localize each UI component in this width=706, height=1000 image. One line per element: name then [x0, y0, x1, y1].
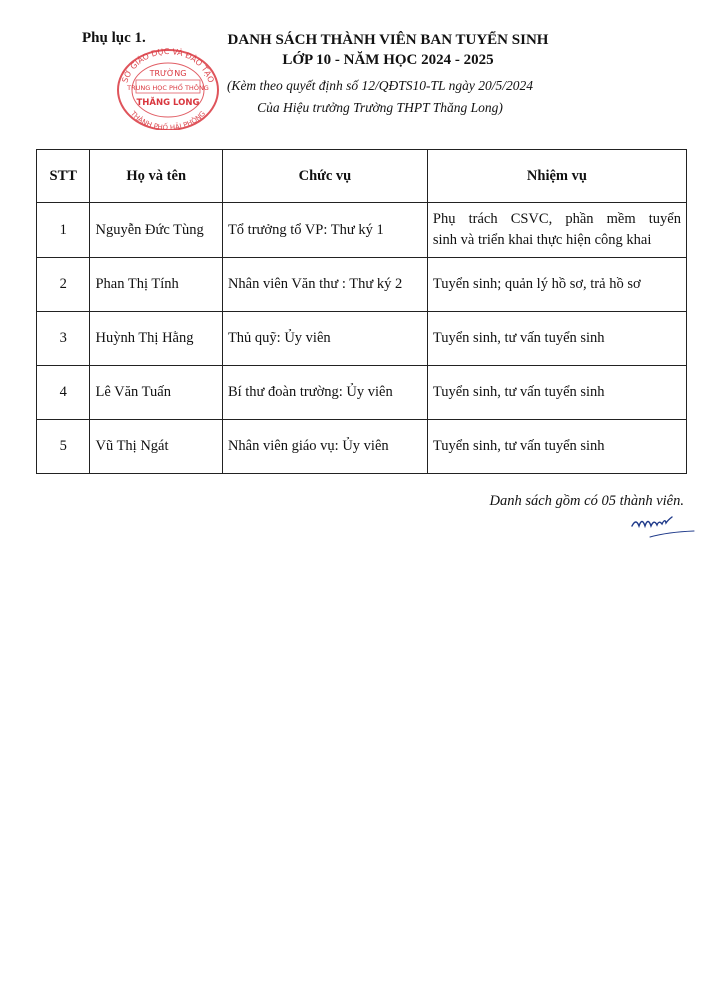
- table-row: [37, 366, 687, 420]
- handwritten-signature: [628, 506, 698, 542]
- school-seal: [112, 42, 224, 130]
- cell-role: Tổ trưởng tổ VP: Thư ký 1: [222, 203, 427, 258]
- cell-stt: 3: [37, 312, 90, 366]
- seal-graphic: [112, 42, 224, 130]
- table-header-row: [37, 150, 687, 203]
- duty-line-1: Phụ trách CSVC, phần mềm tuyển: [432, 211, 681, 227]
- table-row: [37, 420, 687, 474]
- cell-role: Nhân viên Văn thư : Thư ký 2: [222, 258, 427, 312]
- cell-stt: 1: [37, 203, 90, 258]
- cell-duty: Tuyển sinh, tư vấn tuyển sinh: [427, 312, 686, 366]
- header-stt: STT: [37, 150, 90, 203]
- seal-bottom-text: THÀNH PHỐ HẢI PHÒNG: [128, 109, 208, 130]
- table-row: [37, 203, 687, 258]
- cell-duty: Tuyển sinh, tư vấn tuyển sinh: [427, 420, 686, 474]
- cell-name: Vũ Thị Ngát: [90, 420, 222, 474]
- seal-center-line-2: TRUNG HỌC PHỔ THÔNG: [127, 84, 209, 92]
- svg-text:THÀNH PHỐ HẢI PHÒNG: [128, 109, 207, 130]
- table-row: [37, 258, 687, 312]
- members-table: [36, 149, 687, 474]
- appendix-label: Phụ lục 1.: [82, 30, 146, 46]
- header-role: Chức vụ: [222, 150, 427, 203]
- document-title: [210, 30, 566, 70]
- cell-duty: Tuyển sinh; quản lý hồ sơ, trả hồ sơ: [427, 258, 686, 312]
- subtitle-line-2: Của Hiệu trưởng Trường THPT Thăng Long): [257, 100, 503, 115]
- cell-name: Lê Văn Tuấn: [90, 366, 222, 420]
- signature-icon: [628, 506, 698, 542]
- seal-center-line-3: THĂNG LONG: [136, 98, 200, 108]
- header-name: Họ và tên: [90, 150, 222, 203]
- cell-name: Huỳnh Thị Hằng: [90, 312, 222, 366]
- cell-stt: 5: [37, 420, 90, 474]
- cell-duty: Tuyển sinh, tư vấn tuyển sinh: [427, 366, 686, 420]
- cell-duty: [427, 203, 686, 258]
- cell-stt: 4: [37, 366, 90, 420]
- seal-outer-text: SỞ GIÁO DỤC VÀ ĐÀO TẠO: [120, 46, 216, 84]
- cell-name: Nguyễn Đức Tùng: [90, 203, 222, 258]
- cell-stt: 2: [37, 258, 90, 312]
- member-count-note: Danh sách gồm có 05 thành viên.: [489, 493, 684, 509]
- svg-text:SỞ GIÁO DỤC VÀ ĐÀO TẠO: [120, 46, 215, 84]
- subtitle-line-1: (Kèm theo quyết định số 12/QĐTS10-TL ngày 20/5/2024: [226, 78, 534, 93]
- seal-center-line-1: TRƯỜNG: [149, 69, 187, 78]
- cell-name: Phan Thị Tính: [90, 258, 222, 312]
- cell-role: Bí thư đoàn trường: Ủy viên: [222, 366, 427, 420]
- cell-role: Nhân viên giáo vụ: Ủy viên: [222, 420, 427, 474]
- title-line-2: LỚP 10 - NĂM HỌC 2024 - 2025: [282, 52, 494, 68]
- title-line-1: DANH SÁCH THÀNH VIÊN BAN TUYỂN SINH: [227, 32, 549, 48]
- cell-role: Thủ quỹ: Ủy viên: [222, 312, 427, 366]
- table-row: [37, 312, 687, 366]
- header-duty: Nhiệm vụ: [427, 150, 686, 203]
- duty-line-2: sinh và triển khai thực hiện công khai: [432, 232, 652, 248]
